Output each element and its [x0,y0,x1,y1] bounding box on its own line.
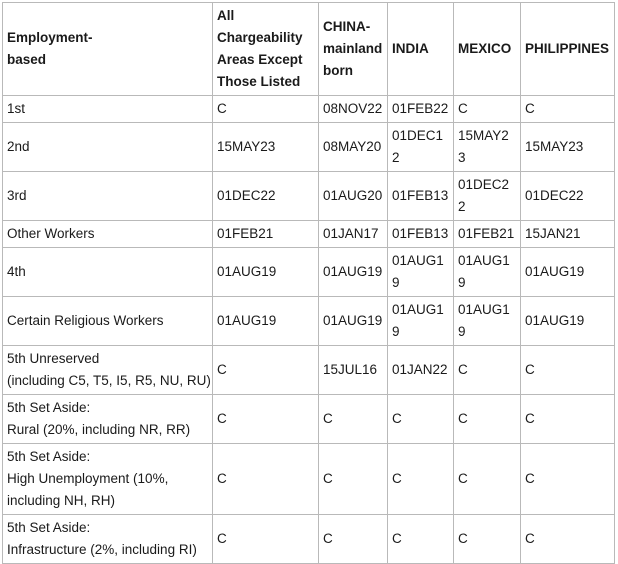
cell-china: 08NOV22 [319,96,388,123]
cell-all: 01AUG19 [213,297,319,346]
cell-mexico: C [454,346,521,395]
row-label: 2nd [3,123,213,172]
row-label: Other Workers [3,221,213,248]
cell-china: C [319,515,388,564]
table-row-5th-high-unemployment [3,444,615,515]
table-row-5th-infrastructure [3,515,615,564]
cell-philippines: 15MAY23 [521,123,615,172]
cell-india: 01FEB13 [388,172,454,221]
cell-india: 01AUG19 [388,297,454,346]
cell-india: C [388,444,454,515]
cell-china: 01AUG19 [319,297,388,346]
cell-all: 01AUG19 [213,248,319,297]
cell-all: C [213,515,319,564]
cell-china: 08MAY20 [319,123,388,172]
cell-india: 01FEB22 [388,96,454,123]
cell-mexico: 01AUG19 [454,297,521,346]
cell-china: 01AUG19 [319,248,388,297]
cell-india: 01JAN22 [388,346,454,395]
header-all-chargeability: All Chargeability Areas Except Those Listed [213,3,319,96]
cell-all: C [213,96,319,123]
visa-bulletin-table [2,2,615,564]
cell-philippines: C [521,444,615,515]
cell-mexico: C [454,515,521,564]
cell-philippines: 01AUG19 [521,248,615,297]
table-row-4th [3,248,615,297]
cell-philippines: C [521,96,615,123]
cell-mexico: 15MAY23 [454,123,521,172]
header-philippines: PHILIPPINES [521,3,615,96]
header-mexico: MEXICO [454,3,521,96]
cell-mexico: C [454,395,521,444]
table-row-5th-unreserved [3,346,615,395]
table-row-5th-rural [3,395,615,444]
cell-mexico: 01DEC22 [454,172,521,221]
cell-philippines: C [521,395,615,444]
row-label: 1st [3,96,213,123]
cell-china: 01JAN17 [319,221,388,248]
cell-all: C [213,444,319,515]
cell-all: C [213,395,319,444]
cell-china: C [319,395,388,444]
cell-all: 01FEB21 [213,221,319,248]
row-label: 3rd [3,172,213,221]
cell-philippines: C [521,515,615,564]
cell-all: 01DEC22 [213,172,319,221]
row-label: 5th Set Aside: Infrastructure (2%, including RI) [3,515,213,564]
table-row-religious-workers [3,297,615,346]
cell-philippines: C [521,346,615,395]
row-label: 5th Unreserved (including C5, T5, I5, R5, NU, RU) [3,346,213,395]
table-row-2nd [3,123,615,172]
table-row-1st [3,96,615,123]
header-employment-based: Employment- based [3,3,213,96]
header-china: CHINA- mainland born [319,3,388,96]
row-label: 4th [3,248,213,297]
header-india: INDIA [388,3,454,96]
cell-mexico: 01AUG19 [454,248,521,297]
cell-mexico: C [454,444,521,515]
cell-india: 01AUG19 [388,248,454,297]
cell-china: C [319,444,388,515]
row-label: Certain Religious Workers [3,297,213,346]
cell-india: 01DEC12 [388,123,454,172]
table-row-other-workers [3,221,615,248]
cell-china: 15JUL16 [319,346,388,395]
cell-mexico: C [454,96,521,123]
row-label: 5th Set Aside: Rural (20%, including NR, RR) [3,395,213,444]
cell-philippines: 15JAN21 [521,221,615,248]
row-label: 5th Set Aside: High Unemployment (10%, including NH, RH) [3,444,213,515]
cell-philippines: 01AUG19 [521,297,615,346]
cell-mexico: 01FEB21 [454,221,521,248]
cell-china: 01AUG20 [319,172,388,221]
cell-all: 15MAY23 [213,123,319,172]
cell-philippines: 01DEC22 [521,172,615,221]
cell-all: C [213,346,319,395]
cell-india: C [388,395,454,444]
table-row-3rd [3,172,615,221]
cell-india: C [388,515,454,564]
cell-india: 01FEB13 [388,221,454,248]
header-row [3,3,615,96]
